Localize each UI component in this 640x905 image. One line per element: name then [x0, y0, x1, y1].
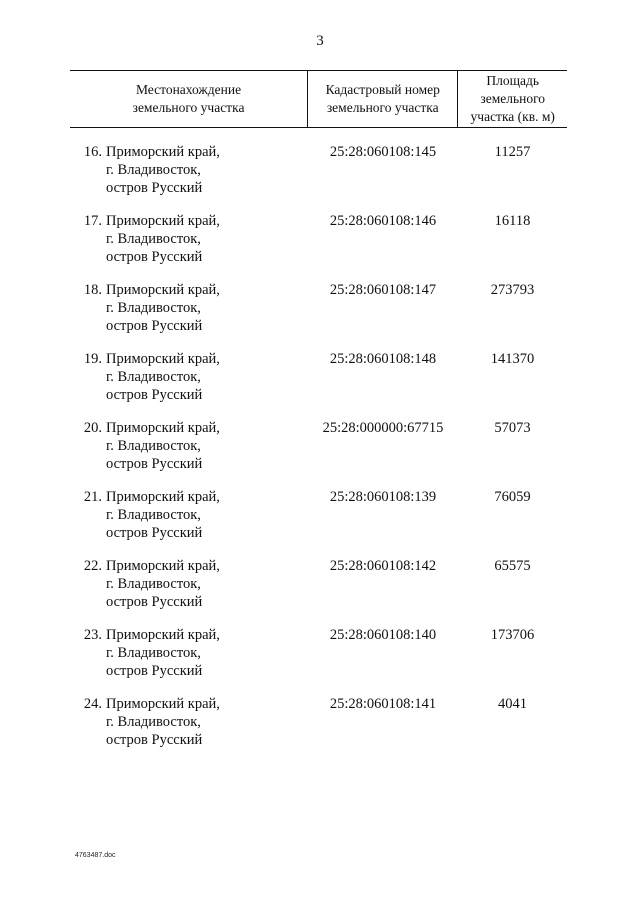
row-location: [106, 695, 308, 764]
row-cadastral: 25:28:060108:148: [329, 351, 437, 367]
location-line: Приморский край,: [106, 213, 220, 229]
row-cadastral: 25:28:060108:145: [329, 144, 437, 160]
row-number: 22.: [83, 558, 102, 574]
row-location: [106, 488, 308, 557]
row-cadastral: 25:28:060108:147: [329, 282, 437, 298]
row-cadastral: 25:28:060108:141: [329, 696, 437, 712]
location-line: остров Русский: [106, 525, 203, 541]
location-line: Приморский край,: [106, 351, 220, 367]
table-header-rule: [70, 127, 567, 128]
row-cadastral: 25:28:060108:142: [329, 558, 437, 574]
location-line: г. Владивосток,: [106, 162, 201, 178]
row-number: 19.: [83, 351, 102, 367]
row-number: 23.: [83, 627, 102, 643]
row-number: 17.: [83, 213, 102, 229]
row-location: [106, 212, 308, 281]
row-cadastral: 25:28:060108:139: [329, 489, 437, 505]
table-row: [70, 488, 567, 557]
location-line: Приморский край,: [106, 558, 220, 574]
header-area-line: участка (кв. м): [470, 109, 555, 124]
location-line: г. Владивосток,: [106, 369, 201, 385]
row-location: [106, 626, 308, 695]
table-row: [70, 557, 567, 626]
row-area: 141370: [490, 351, 535, 367]
header-cadastral: [307, 71, 458, 127]
table-body: [70, 143, 567, 764]
row-area: 4041: [498, 696, 527, 712]
location-line: остров Русский: [106, 249, 203, 265]
table-row: [70, 419, 567, 488]
location-line: Приморский край,: [106, 144, 220, 160]
row-number: 21.: [83, 489, 102, 505]
location-line: Приморский край,: [106, 696, 220, 712]
location-line: Приморский край,: [106, 420, 220, 436]
location-line: остров Русский: [106, 318, 203, 334]
row-number: 18.: [83, 282, 102, 298]
location-line: Приморский край,: [106, 627, 220, 643]
header-cadastral-line: земельного участка: [326, 100, 439, 115]
row-location: [106, 350, 308, 419]
location-line: г. Владивосток,: [106, 576, 201, 592]
row-area: 273793: [490, 282, 535, 298]
location-line: остров Русский: [106, 732, 203, 748]
location-line: г. Владивосток,: [106, 714, 201, 730]
table-row: [70, 695, 567, 764]
table-row: [70, 626, 567, 695]
row-number: 16.: [83, 144, 102, 160]
row-area: 16118: [494, 213, 531, 229]
location-line: остров Русский: [106, 663, 203, 679]
table-header: [70, 71, 567, 127]
table-row: [70, 281, 567, 350]
row-location: [106, 557, 308, 626]
location-line: остров Русский: [106, 456, 203, 472]
header-location-line: Местонахождение: [135, 82, 242, 97]
row-location: [106, 143, 308, 212]
row-area: 173706: [490, 627, 535, 643]
location-line: Приморский край,: [106, 282, 220, 298]
location-line: г. Владивосток,: [106, 231, 201, 247]
document-reference: 4763487.doc: [75, 852, 116, 859]
row-cadastral: 25:28:060108:140: [329, 627, 437, 643]
row-location: [106, 281, 308, 350]
location-line: г. Владивосток,: [106, 645, 201, 661]
location-line: г. Владивосток,: [106, 438, 201, 454]
row-area: 65575: [494, 558, 531, 574]
row-number: 20.: [83, 420, 102, 436]
header-area-line: земельного: [480, 91, 546, 106]
table-row: [70, 143, 567, 212]
location-line: г. Владивосток,: [106, 300, 201, 316]
row-location: [106, 419, 308, 488]
row-area: 76059: [494, 489, 531, 505]
row-cadastral: 25:28:000000:67715: [322, 420, 444, 436]
header-area-line: Площадь: [486, 73, 540, 88]
row-area: 11257: [494, 144, 531, 160]
row-cadastral: 25:28:060108:146: [329, 213, 437, 229]
header-location-line: земельного участка: [132, 100, 245, 115]
location-line: остров Русский: [106, 180, 203, 196]
row-area: 57073: [494, 420, 531, 436]
location-line: Приморский край,: [106, 489, 220, 505]
header-area: [458, 72, 567, 126]
table-row: [70, 212, 567, 281]
page-number: 3: [316, 33, 324, 49]
table-row: [70, 350, 567, 419]
land-plots-table: [70, 70, 567, 764]
header-cadastral-line: Кадастровый номер: [325, 82, 440, 97]
location-line: остров Русский: [106, 387, 203, 403]
location-line: остров Русский: [106, 594, 203, 610]
header-location: [70, 81, 307, 117]
row-number: 24.: [83, 696, 102, 712]
location-line: г. Владивосток,: [106, 507, 201, 523]
